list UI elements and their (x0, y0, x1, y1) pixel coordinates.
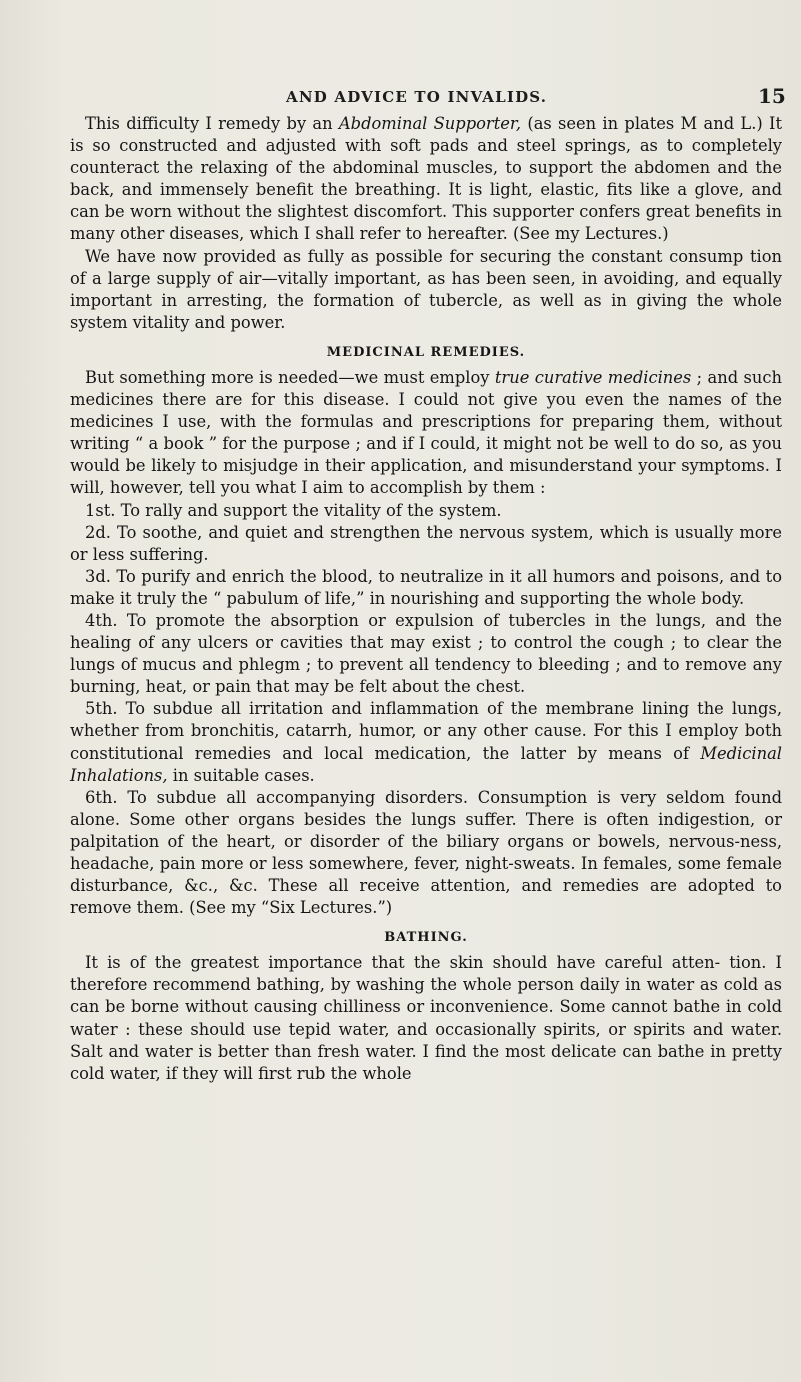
text-run: (as seen in plates M and L.) It is so constructed and adjusted with soft pads and steel springs, as to completely counteract the relaxing of the abdominal muscles, to support the abdomen and the back, and immensely benefit the breathing. It is light, elastic, fits like a glove, and can be worn without the slightest discomfort. This supporter confers great benefits in many other diseases, which I shall refer to hereafter. (See my Lectures.) (70, 114, 782, 244)
running-title: AND ADVICE TO INVALIDS. (286, 88, 548, 106)
text-run: in suitable cases. (167, 765, 315, 785)
list-item-4th: 4th. To promote the absorption or expulsion of tubercles in the lungs, and the healing of any ulcers or cavities that may exist ; to control the cough ; to clear the lungs of mucus and phlegm ; to prevent all tendency to bleeding ; and to remove any burning, heat, or pain that may be felt about the chest. (70, 610, 782, 697)
list-item-5th (70, 698, 782, 786)
section-heading-medicinal-remedies: MEDICINAL REMEDIES. (326, 344, 526, 360)
list-item-2d: 2d. To soothe, and quiet and strengthen the nervous system, which is usually more or less suffering. (70, 522, 782, 564)
body-text (70, 113, 782, 1085)
paragraph-abdominal-supporter (70, 113, 782, 246)
italic-term: Abdominal Supporter, (338, 114, 522, 133)
list-item-1st: 1st. To rally and support the vitality of the system. (85, 500, 502, 520)
italic-term: true curative medicines (494, 367, 692, 387)
text-run: This difficulty I remedy by an (85, 114, 339, 133)
paragraph-curative-medicines (70, 367, 782, 500)
section-heading-bathing: BATHING. (384, 930, 468, 946)
list-item-6th: 6th. To subdue all accompanying disorders. Consumption is very seldom found alone. Some other organs besides the lungs suffer. There is often indigestion, or palpitation of the heart, or disorder of the biliary organs or bowels, nervous-ness, headache, pain more or less somewhere, fever, night-sweats. In females, some female disturbance, &c., &c. These all receive attention, and remedies are adopted to remove them. (See my “Six Lectures.”) (70, 787, 782, 918)
paragraph-bathing: It is of the greatest importance that the skin should have careful atten- tion. I therefore recommend bathing, by washing the whole person daily in water as cold as can be borne without causing chilliness or inconvenience. Some cannot bathe in cold water : these should use tepid water, and occasionally spirits, or spirits and water. Salt and water is better than fresh water. I find the most delicate can bathe in pretty cold water, if they will first rub the whole (70, 953, 782, 1083)
text-run: But something more is needed—we must employ (85, 367, 495, 387)
page-number: 15 (758, 84, 786, 108)
list-item-3d: 3d. To purify and enrich the blood, to neutralize in it all humors and poisons, and to make it truly the “ pabulum of life,” in nourishing and supporting the whole body. (70, 566, 782, 608)
italic-term: Medicinal Inhalations, (70, 743, 782, 785)
text-run: 5th. To subdue all irritation and inflammation of the membrane lining the lungs, whether from bronchitis, catarrh, humor, or any other cause. For this I employ both constitutional remedies and local medication, the latter by means of (70, 699, 782, 763)
text-run: ; and such medicines there are for this disease. I could not give you even the names of the medicines I use, with the formulas and prescriptions for preparing them, without writing “ a book ” for the purpose ; and if I could, it might not be well to do so, as you would be likely to misjudge in their application, and misunderstand your symptoms. I will, however, tell you what I aim to accomplish by them : (70, 367, 782, 498)
paragraph-air-supply: We have now provided as fully as possible for securing the constant consump tion of a large supply of air—vitally important, as has been seen, in avoiding, and equally important in arresting, the formation of tubercle, as well as in giving the whole system vitality and power. (70, 246, 782, 332)
